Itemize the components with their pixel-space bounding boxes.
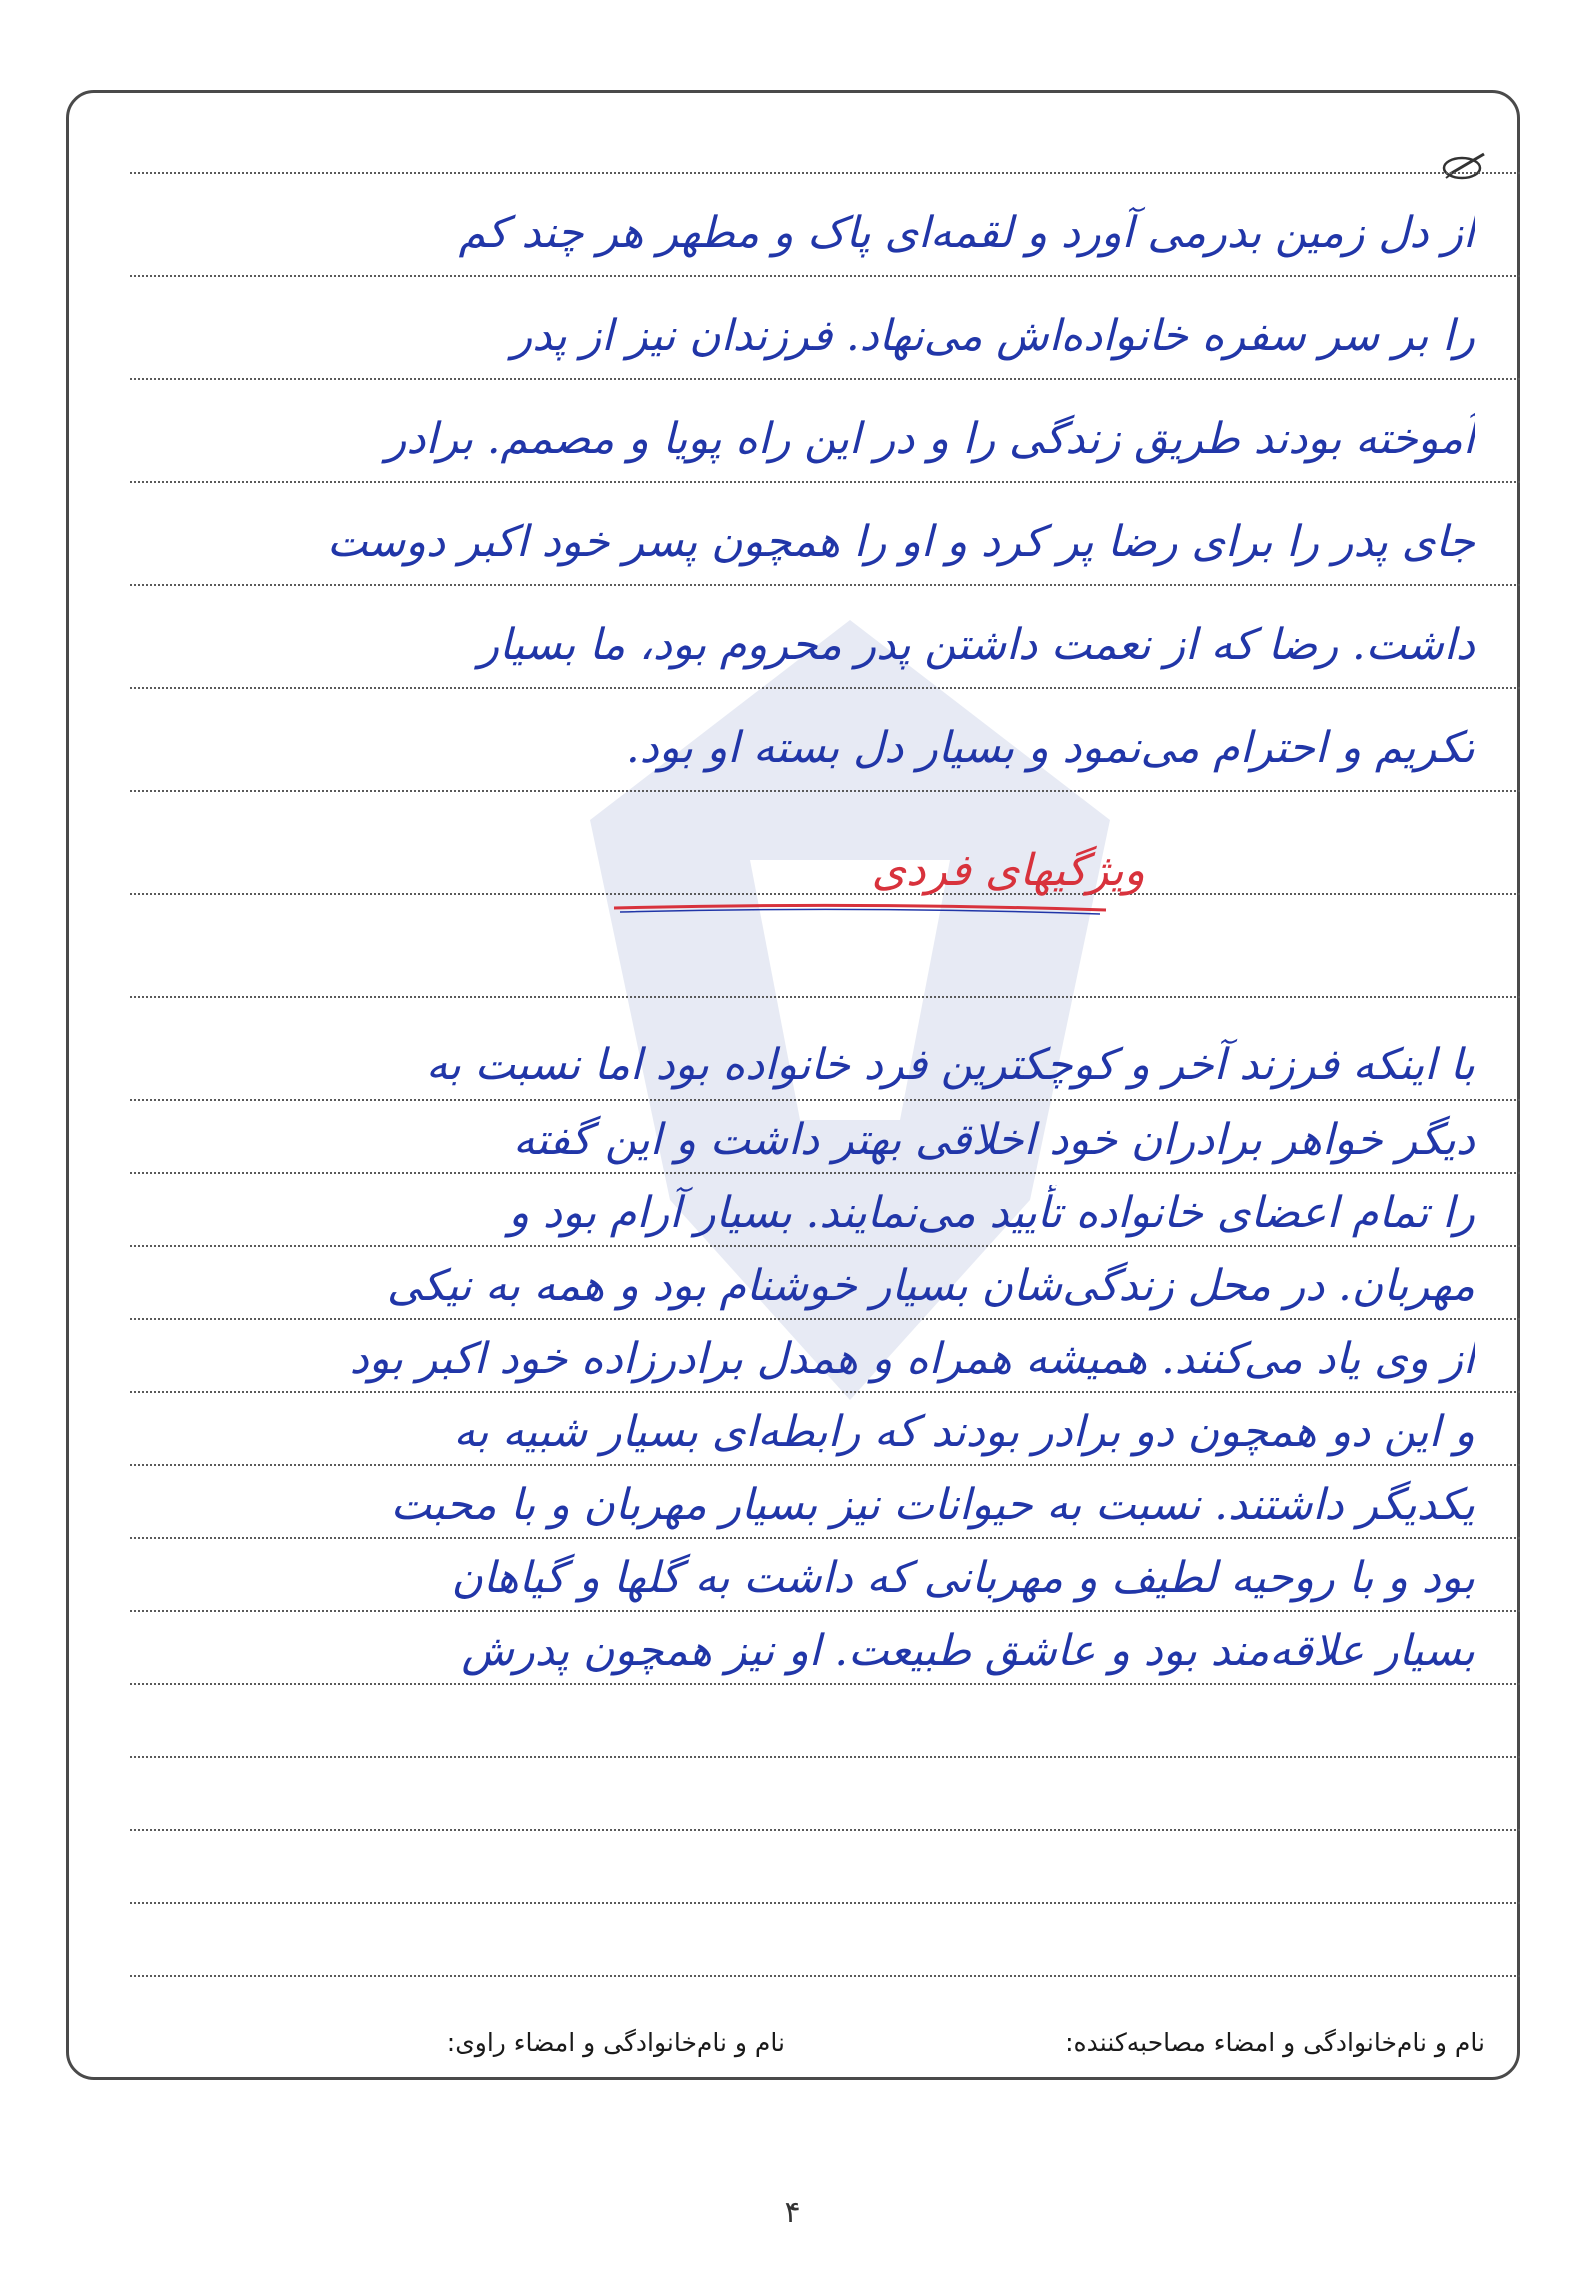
ruled-line (130, 893, 1520, 895)
handwritten-line: را تمام اعضای خانواده تأیید می‌نمایند. بسیار آرام بود و (508, 1188, 1475, 1238)
ruled-line (130, 1464, 1520, 1466)
ruled-line (130, 1683, 1520, 1685)
ruled-line (130, 1318, 1520, 1320)
handwritten-line: دیگر خواهر برادران خود اخلاقی بهتر داشت و این گفته (513, 1115, 1475, 1165)
handwritten-line: از وی یاد می‌کنند. همیشه همراه و همدل برادرزاده خود اکبر بود (349, 1334, 1475, 1384)
handwritten-line: بسیار علاقه‌مند بود و عاشق طبیعت. او نیز همچون پدرش (461, 1626, 1475, 1676)
narrator-signature-label: نام و نام‌خانوادگی و امضاء راوی: (446, 2028, 785, 2057)
ruled-line (130, 1975, 1520, 1977)
heading-underline (610, 898, 1110, 918)
ruled-line (130, 481, 1520, 483)
ruled-line (130, 172, 1520, 174)
interviewer-signature-label: نام و نام‌خانوادگی و امضاء مصاحبه‌کننده: (1065, 2028, 1485, 2057)
handwritten-line: تکریم و احترام می‌نمود و بسیار دل بسته او بود. (625, 723, 1475, 773)
ruled-line (130, 996, 1520, 998)
handwritten-line: با اینکه فرزند آخر و کوچکترین فرد خانواده بود اما نسبت به (425, 1040, 1475, 1090)
handwritten-line: آموخته بودند طریق زندگی را و در این راه پویا و مصمم. برادر (385, 414, 1475, 464)
handwritten-line: مهربان. در محل زندگی‌شان بسیار خوشنام بود و همه به نیکی (386, 1261, 1475, 1311)
ruled-line (130, 275, 1520, 277)
handwritten-line: بود و با روحیه لطیف و مهربانی که داشت به گلها و گیاهان (451, 1553, 1475, 1603)
ruled-line (130, 1756, 1520, 1758)
ruled-line (130, 378, 1520, 380)
handwritten-line: از دل زمین بدرمی آورد و لقمه‌ای پاک و مطهر هر چند کم (458, 208, 1475, 258)
ruled-line (130, 584, 1520, 586)
ruled-line (130, 1902, 1520, 1904)
ruled-line (130, 1610, 1520, 1612)
handwritten-line: یکدیگر داشتند. نسبت به حیوانات نیز بسیار مهربان و با محبت (390, 1480, 1475, 1530)
ruled-line (130, 1099, 1520, 1101)
ruled-line (130, 1391, 1520, 1393)
ruled-line (130, 1829, 1520, 1831)
page-number: ۴ (784, 2195, 801, 2230)
watermark-logo (470, 560, 1230, 1460)
ruled-line (130, 1537, 1520, 1539)
ruled-line (130, 790, 1520, 792)
handwritten-line: داشت. رضا که از نعمت داشتن پدر محروم بود، ما بسیار (478, 620, 1475, 670)
ruled-line (130, 1172, 1520, 1174)
ruled-line (130, 687, 1520, 689)
pen-icon (1440, 148, 1490, 184)
ruled-line (130, 1245, 1520, 1247)
handwritten-line: را بر سر سفره خانواده‌اش می‌نهاد. فرزندان نیز از پدر (511, 311, 1475, 361)
section-heading: ویژگیهای فردی (871, 845, 1145, 896)
handwritten-line: و این دو همچون دو برادر بودند که رابطه‌ای بسیار شبیه به (453, 1407, 1475, 1457)
handwritten-line: جای پدر را برای رضا پر کرد و او را همچون پسر خود اکبر دوست (327, 517, 1475, 567)
